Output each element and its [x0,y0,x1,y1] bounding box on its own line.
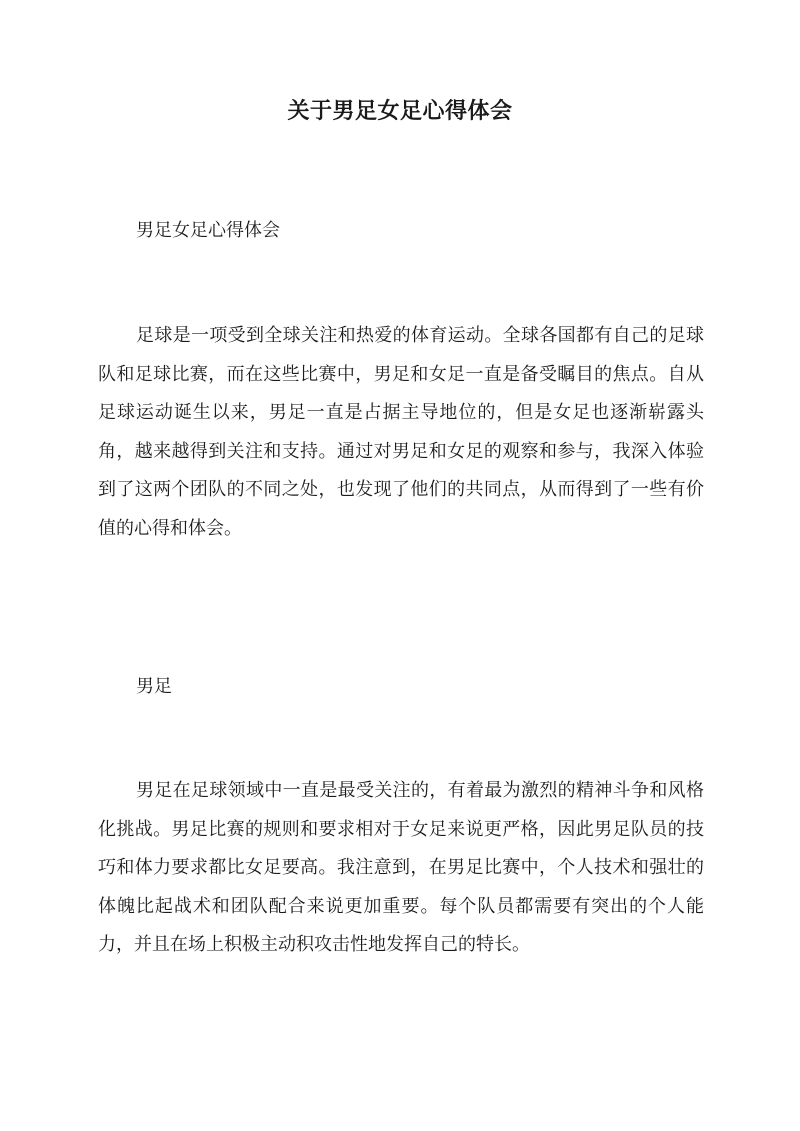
section-paragraph-men: 男足在足球领域中一直是最受关注的，有着最为激烈的精神斗争和风格化挑战。男足比赛的规则和要求相对于女足来说更严格，因此男足队员的技巧和体力要求都比女足要高。我注意到，在男足比赛中，个人技术和强壮的体魄比起战术和团队配合来说更加重要。每个队员都需要有突出的个人能力，并且在场上积极主动积攻击性地发挥自己的特长。 [98,780,704,956]
intro-paragraph: 足球是一项受到全球关注和热爱的体育运动。全球各国都有自己的足球队和足球比赛，而在这些比赛中，男足和女足一直是备受瞩目的焦点。自从足球运动诞生以来，男足一直是占据主导地位的，但是女足也逐渐崭露头角，越来越得到关注和支持。通过对男足和女足的观察和参与，我深入体验到了这两个团队的不同之处，也发现了他们的共同点，从而得到了一些有价值的心得和体会。 [98,325,704,539]
document-subtitle: 男足女足心得体会 [136,220,280,241]
section-heading-men: 男足 [136,676,172,697]
document-title: 关于男足女足心得体会 [287,98,513,124]
